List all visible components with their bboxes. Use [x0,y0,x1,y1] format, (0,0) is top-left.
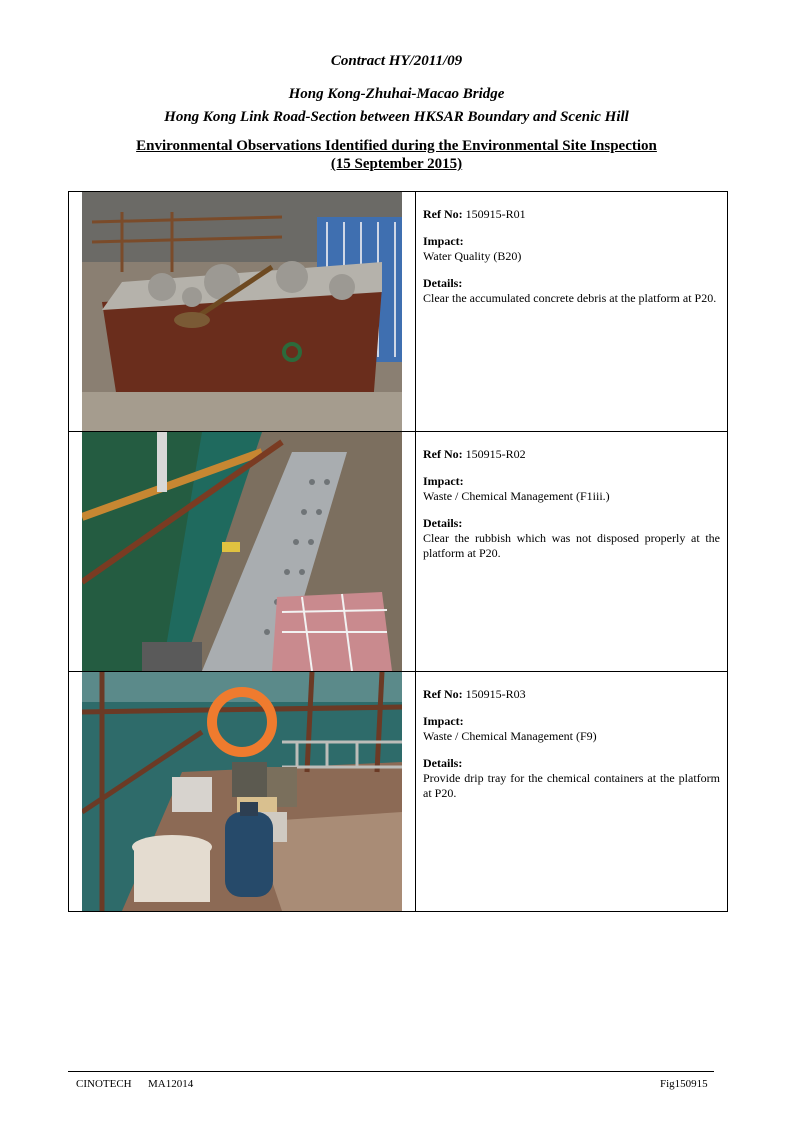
ref-value: 150915-R03 [465,687,526,701]
report-date: (15 September 2015) [330,156,463,172]
footer-code: MA12014 [148,1078,194,1090]
footer-company: CINOTECH [76,1078,132,1090]
observation-info [416,432,728,672]
observation-info [416,672,728,912]
photo-rubbish-platform [82,432,402,671]
details-value: Provide drip tray for the chemical containers at the platform at P20. [423,771,720,800]
impact-label: Impact: [423,714,464,728]
contract-title: Contract HY/2011/09 [330,53,463,69]
ref-label: Ref No: [423,207,463,221]
observation-row [69,192,728,432]
details-label: Details: [423,276,463,290]
section-title: Hong Kong Link Road-Section between HKSAR Boundary and Scenic Hill [164,109,629,125]
impact-value: Water Quality (B20) [423,249,522,263]
impact-label: Impact: [423,234,464,248]
impact-label: Impact: [423,474,464,488]
ref-value: 150915-R01 [465,207,526,221]
impact-value: Waste / Chemical Management (F9) [423,729,597,743]
photo-concrete-debris [82,192,402,431]
observations-table [68,191,728,912]
photo-chemical-containers [82,672,402,911]
photo-cell [69,672,416,912]
photo-cell [69,192,416,432]
ref-label: Ref No: [423,447,463,461]
report-title: Environmental Observations Identified during the Environmental Site Inspection [136,138,657,154]
photo-cell [69,432,416,672]
ref-label: Ref No: [423,687,463,701]
footer-figure: Fig150915 [660,1078,708,1090]
footer-divider [68,1071,714,1072]
observation-row [69,672,728,912]
details-value: Clear the accumulated concrete debris at the platform at P20. [423,291,717,305]
details-label: Details: [423,516,463,530]
impact-value: Waste / Chemical Management (F1iii.) [423,489,610,503]
details-value: Clear the rubbish which was not disposed properly at the platform at P20. [423,531,720,560]
observation-info [416,192,728,432]
details-label: Details: [423,756,463,770]
observation-row [69,432,728,672]
project-title: Hong Kong-Zhuhai-Macao Bridge [288,86,505,102]
ref-value: 150915-R02 [465,447,526,461]
